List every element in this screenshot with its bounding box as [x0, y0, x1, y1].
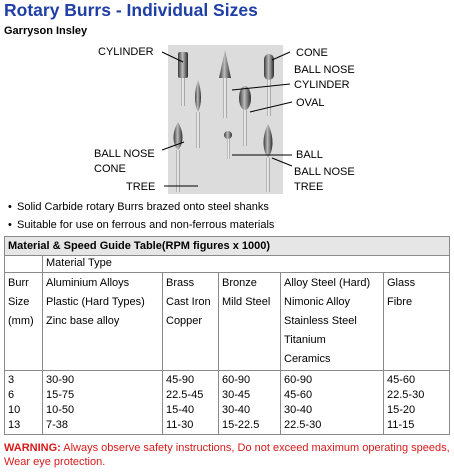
warning-label: WARNING: — [4, 442, 61, 454]
label-cylinder: CYLINDER — [98, 46, 154, 58]
list-item: • Suitable for use on ferrous and non-ferrous materials — [8, 216, 274, 234]
label-ball-nose-cone-line1: BALL NOSE — [94, 148, 155, 160]
table-caption-row — [5, 237, 450, 256]
table-caption: Material & Speed Guide Table(RPM figures x 1000) — [5, 237, 450, 256]
label-oval: OVAL — [296, 97, 325, 109]
bullet-icon: • — [8, 201, 12, 213]
burrs-figure — [0, 40, 454, 198]
material-header-cell: Aluminium Alloys Plastic (Hard Types) Zinc base alloy — [43, 273, 163, 371]
speed-values-cell: 60-90 45-60 30-40 22.5-30 — [281, 371, 384, 435]
material-header-cell: Alloy Steel (Hard) Nimonic Alloy Stainless Steel Titanium Ceramics — [281, 273, 384, 371]
feature-list — [8, 198, 274, 234]
brand-name: Garryson Insley — [4, 25, 88, 37]
warning-text: Always observe safety instructions, Do not exceed maximum operating speeds, Wear eye protection. — [4, 442, 450, 468]
page-title: Rotary Burrs - Individual Sizes — [4, 0, 258, 20]
size-values-cell: 3 6 10 13 — [5, 371, 43, 435]
label-tree: TREE — [126, 181, 156, 193]
material-type-label: Material Type — [43, 256, 450, 273]
label-ball-nose-tree-line1: BALL NOSE — [294, 166, 355, 178]
speed-guide-table-container — [4, 236, 449, 435]
speed-values-cell: 45-60 22.5-30 15-20 11-15 — [384, 371, 450, 435]
speed-values-cell: 30-90 15-75 10-50 7-38 — [43, 371, 163, 435]
size-header-cell: Burr Size (mm) — [5, 273, 43, 371]
material-type-row — [5, 256, 450, 273]
material-header-row — [5, 273, 450, 371]
table-cell — [5, 256, 43, 273]
list-item: • Solid Carbide rotary Burrs brazed onto steel shanks — [8, 198, 274, 216]
label-ball-nose-tree-line2: TREE — [294, 181, 324, 193]
speed-guide-table — [4, 236, 450, 435]
label-ball-nose-cylinder-line2: CYLINDER — [294, 79, 350, 91]
warning-notice — [4, 441, 450, 469]
label-ball: BALL — [296, 149, 323, 161]
label-ball-nose-cone-line2: CONE — [94, 163, 126, 175]
bullet-icon: • — [8, 219, 12, 231]
material-header-cell: Bronze Mild Steel — [219, 273, 281, 371]
speed-values-cell: 60-90 30-45 30-40 15-22.5 — [219, 371, 281, 435]
label-ball-nose-cylinder-line1: BALL NOSE — [294, 64, 355, 76]
values-row — [5, 371, 450, 435]
speed-values-cell: 45-90 22.5-45 15-40 11-30 — [163, 371, 219, 435]
label-cone: CONE — [296, 47, 328, 59]
material-header-cell: Brass Cast Iron Copper — [163, 273, 219, 371]
material-header-cell: Glass Fibre — [384, 273, 450, 371]
